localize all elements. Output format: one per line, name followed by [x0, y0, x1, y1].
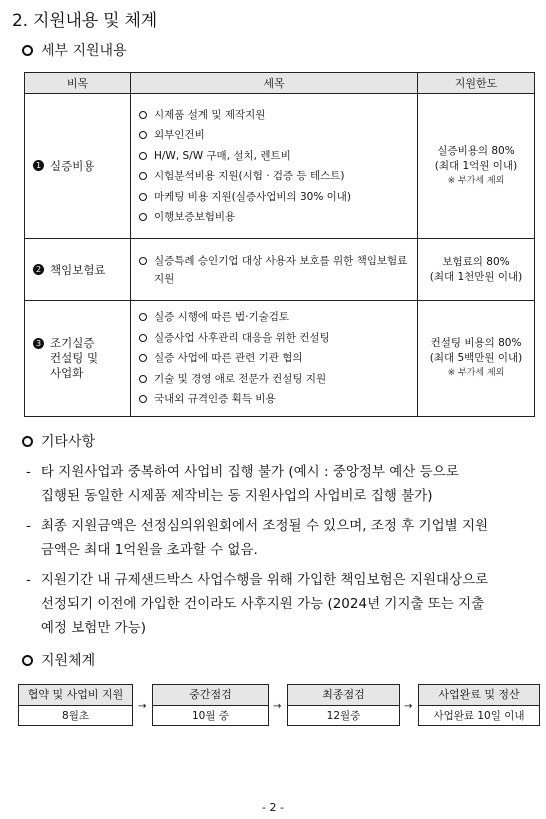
limit-cap: (최대 1천만원 이내) [429, 270, 523, 283]
items-cell [131, 239, 418, 301]
circle-bullet-icon [139, 193, 147, 201]
table-row [25, 239, 535, 301]
items-cell [131, 301, 418, 417]
list-item: - 최종 지원금액은 선정심의위원회에서 조정될 수 있으며, 조정 후 기업별 지원 금액은 최대 1억원을 초과할 수 없음. [26, 518, 489, 558]
category-label: 책임보험료 [50, 262, 106, 277]
header-category: 비목 [25, 73, 131, 94]
circle-bullet-icon [139, 375, 147, 383]
subsection-heading-details [22, 40, 127, 60]
flow-step-title: 협약 및 사업비 지원 [19, 685, 132, 706]
header-limit: 지원한도 [418, 73, 535, 94]
header-items: 세목 [131, 73, 418, 94]
category-label-line: 컨설팅 및 [50, 350, 99, 365]
list-item: 시제품 설계 및 제작지원 [139, 105, 409, 126]
list-item: H/W, S/W 구매, 설치, 렌트비 [139, 146, 409, 167]
category-label-line: 사업화 [50, 365, 84, 380]
circle-bullet-icon [139, 354, 147, 362]
number-badge: 1 [33, 160, 44, 171]
arrow-right-icon: → [273, 701, 282, 712]
circle-bullet-icon [139, 257, 147, 265]
circle-bullet-icon [139, 313, 147, 321]
circle-bullet-icon [139, 395, 147, 403]
list-item: - 타 지원사업과 중복하여 사업비 집행 불가 (예시 : 중앙정부 예산 등으로 집행된 동일한 시제품 제작비는 동 지원사업의 사업비로 집행 불가) [26, 464, 459, 504]
list-item: 실증사업 사후관리 대응을 위한 컨설팅 [139, 328, 409, 349]
list-item: 실증특례 승인기업 대상 사용자 보호를 위한 책임보험료 지원 [139, 252, 409, 288]
number-badge: 2 [33, 264, 44, 275]
flow-step-box [418, 684, 540, 726]
flow-step-title: 최종점검 [288, 685, 399, 706]
circle-bullet-icon [139, 111, 147, 119]
notes-list [26, 460, 540, 640]
category-label-line: 조기실증 [50, 335, 95, 350]
limit-cell [418, 94, 535, 239]
list-item: 기술 및 경영 애로 전문가 컨설팅 지원 [139, 369, 409, 390]
limit-note: ※ 부가세 제외 [447, 175, 505, 186]
list-item: 국내외 규격인증 획득 비용 [139, 389, 409, 410]
list-item: 실증 사업에 따른 관련 기관 협의 [139, 348, 409, 369]
limit-cell [418, 239, 535, 301]
section-title: 2. 지원내용 및 체계 [12, 11, 157, 31]
subsection-heading-etc [22, 431, 95, 451]
circle-bullet-icon [22, 655, 33, 666]
arrow-right-icon: → [138, 701, 147, 712]
subsection-title: 기타사항 [41, 434, 96, 450]
flow-step-title: 중간점검 [153, 685, 268, 706]
circle-bullet-icon [139, 334, 147, 342]
limit-cap: (최대 1억원 이내) [434, 159, 518, 172]
page-number: - 2 - [262, 801, 284, 814]
flow-step-detail: 12월중 [326, 710, 361, 722]
arrow-right-icon: → [404, 701, 413, 712]
table-row [25, 94, 535, 239]
flow-step-box [287, 684, 400, 726]
items-cell [131, 94, 418, 239]
limit-cap: (최대 5백만원 이내) [429, 351, 523, 364]
limit-main: 컨설팅 비용의 80% [430, 336, 522, 349]
flow-step-detail: 사업완료 10일 이내 [433, 710, 525, 722]
category-cell [25, 301, 131, 417]
list-item: - 지원기간 내 규제샌드박스 사업수행을 위해 가입한 책임보험은 지원대상으로 선정되기 이전에 가입한 건이라도 사후지원 가능 (2024년 기지출 또는 지출 예정 보험만 가능) [26, 572, 489, 636]
list-item: 마케팅 비용 지원(실증사업비의 30% 이내) [139, 187, 409, 208]
circle-bullet-icon [139, 172, 147, 180]
list-item: 시험분석비용 지원(시험 · 검증 등 테스트) [139, 166, 409, 187]
subsection-title: 세부 지원내용 [41, 43, 127, 59]
list-item: 외부인건비 [139, 125, 409, 146]
flow-step-box [18, 684, 133, 726]
number-badge: 3 [33, 338, 44, 349]
circle-bullet-icon [22, 436, 33, 447]
list-item: 실증 시행에 따른 법·기술검토 [139, 307, 409, 328]
support-table [24, 72, 535, 417]
table-row [25, 301, 535, 417]
subsection-heading-system [22, 650, 95, 670]
flow-step-detail: 8월초 [62, 710, 89, 722]
circle-bullet-icon [22, 45, 33, 56]
category-cell [25, 94, 131, 239]
table-header-row [25, 73, 535, 94]
flow-step-title: 사업완료 및 정산 [419, 685, 539, 706]
circle-bullet-icon [139, 131, 147, 139]
list-item: 이행보증보험비용 [139, 207, 409, 228]
circle-bullet-icon [139, 152, 147, 160]
flow-step-box [152, 684, 269, 726]
limit-main: 보험료의 80% [442, 255, 510, 268]
limit-cell [418, 301, 535, 417]
limit-main: 실증비용의 80% [437, 144, 515, 157]
limit-note: ※ 부가세 제외 [447, 367, 505, 378]
flow-step-detail: 10월 중 [192, 710, 229, 722]
category-label: 실증비용 [50, 159, 95, 173]
circle-bullet-icon [139, 213, 147, 221]
category-cell [25, 239, 131, 301]
subsection-title: 지원체계 [41, 653, 96, 669]
